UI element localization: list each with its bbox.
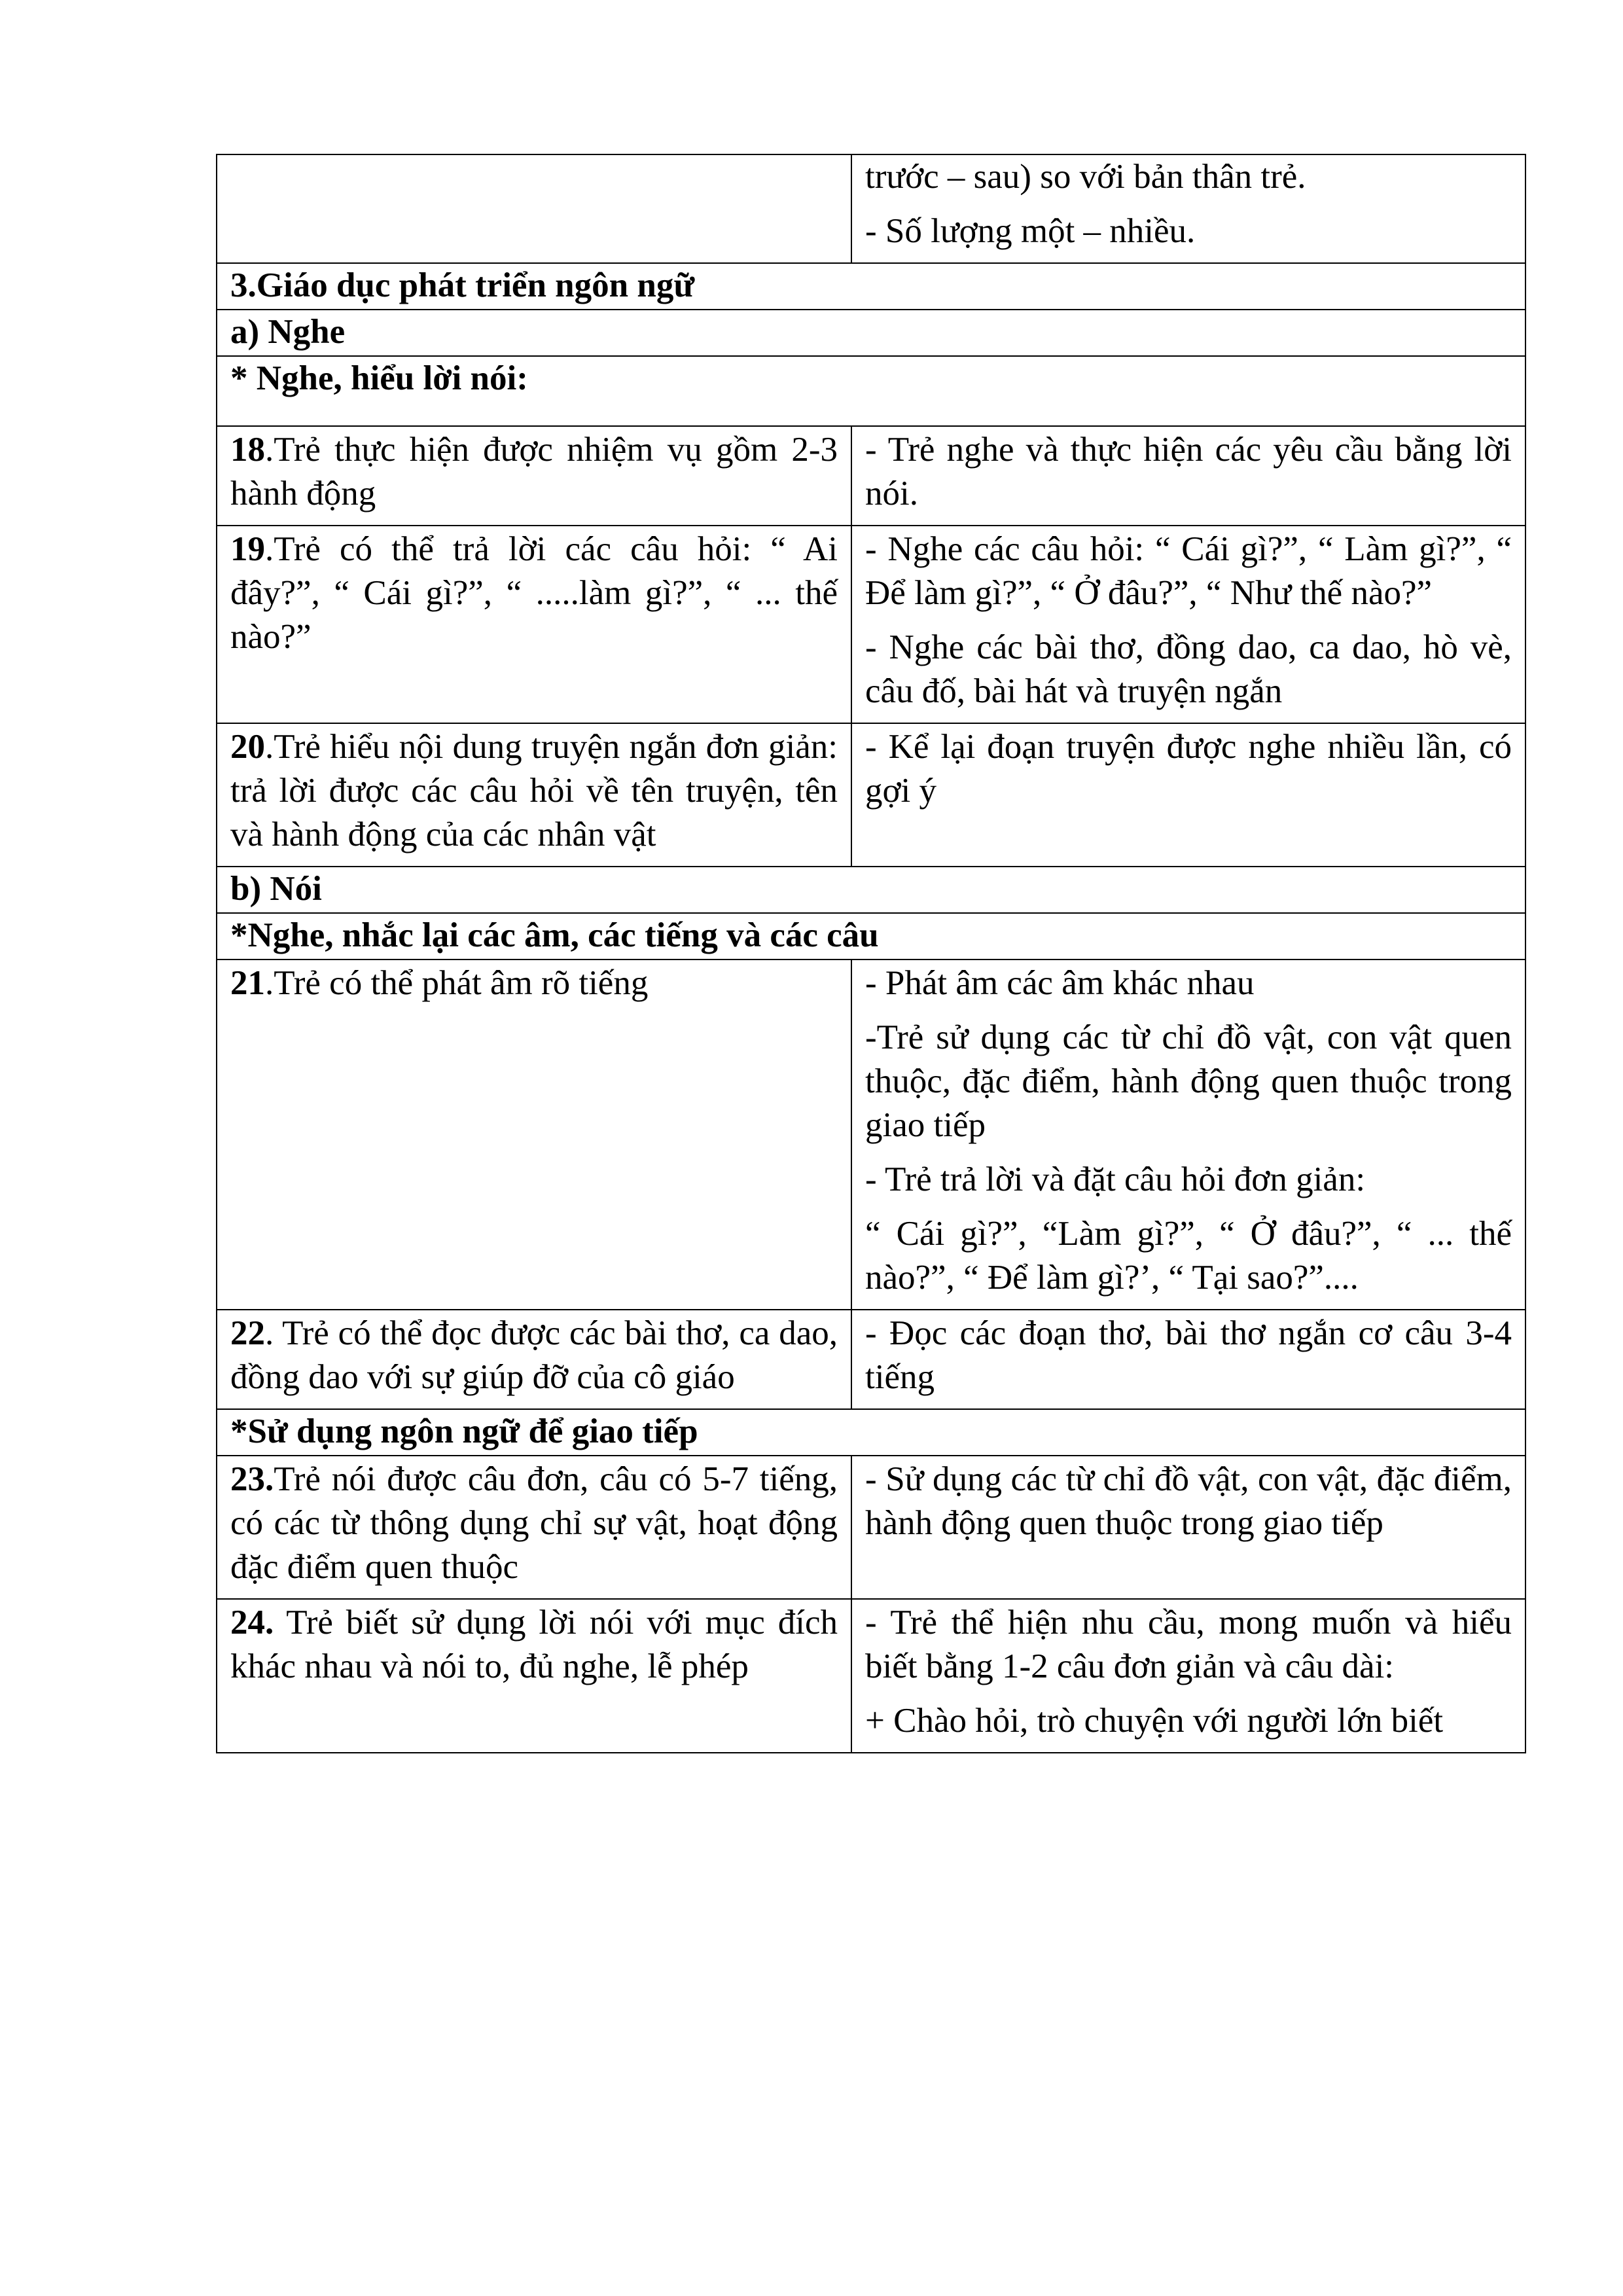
table-row — [217, 263, 1525, 310]
table-row — [217, 154, 1525, 263]
right-cell — [851, 154, 1525, 263]
right-cell — [851, 526, 1525, 723]
section-heading: * Nghe, hiểu lời nói: — [217, 356, 1525, 426]
table-row — [217, 867, 1525, 913]
content-line: “ Cái gì?”, “Làm gì?”, “ Ở đâu?”, “ ... thế nào?”, “ Để làm gì?’, “ Tại sao?”.... — [865, 1215, 1512, 1297]
content-line: - Trẻ thể hiện nhu cầu, mong muốn và hiểu biết bằng 1-2 câu đơn giản và câu dài: — [865, 1604, 1512, 1685]
left-cell — [217, 1310, 851, 1409]
left-cell — [217, 723, 851, 867]
content-line: - Sử dụng các từ chỉ đồ vật, con vật, đặc điểm, hành động quen thuộc trong giao tiếp — [865, 1460, 1512, 1542]
content-line: - Kể lại đoạn truyện được nghe nhiều lần, có gợi ý — [865, 728, 1512, 810]
table-row — [217, 723, 1525, 867]
item-number: 23. — [230, 1460, 274, 1498]
section-heading: b) Nói — [217, 867, 1525, 913]
table-row — [217, 356, 1525, 426]
table-row — [217, 1310, 1525, 1409]
right-cell — [851, 426, 1525, 526]
content-line: - Phát âm các âm khác nhau — [865, 964, 1255, 1002]
item-number: 22 — [230, 1314, 265, 1352]
item-number: 19 — [230, 530, 265, 568]
content-line: -Trẻ sử dụng các từ chỉ đồ vật, con vật quen thuộc, đặc điểm, hành động quen thuộc trong giao tiếp — [865, 1018, 1512, 1144]
right-cell — [851, 1599, 1525, 1753]
right-cell — [851, 1310, 1525, 1409]
item-number: 24. — [230, 1604, 274, 1641]
content-line: - Nghe các câu hỏi: “ Cái gì?”, “ Làm gì?”, “ Để làm gì?”, “ Ở đâu?”, “ Như thế nào?” — [865, 530, 1512, 612]
left-cell — [217, 1599, 851, 1753]
left-cell — [217, 426, 851, 526]
content-table — [216, 154, 1526, 1753]
left-cell — [217, 1456, 851, 1599]
content-line: - Trẻ trả lời và đặt câu hỏi đơn giản: — [865, 1160, 1366, 1198]
section-heading: *Sử dụng ngôn ngữ để giao tiếp — [217, 1409, 1525, 1456]
table-row — [217, 1409, 1525, 1456]
table-row — [217, 526, 1525, 723]
section-heading: 3.Giáo dục phát triển ngôn ngữ — [217, 263, 1525, 310]
item-text: .Trẻ thực hiện được nhiệm vụ gồm 2-3 hành động — [230, 431, 838, 512]
table-row — [217, 913, 1525, 960]
content-line: - Nghe các bài thơ, đồng dao, ca dao, hò vè, câu đố, bài hát và truyện ngắn — [865, 628, 1512, 710]
right-cell — [851, 960, 1525, 1310]
content-line: - Trẻ nghe và thực hiện các yêu cầu bằng lời nói. — [865, 431, 1512, 512]
left-cell — [217, 526, 851, 723]
right-cell — [851, 1456, 1525, 1599]
left-cell — [217, 154, 851, 263]
table-row — [217, 1456, 1525, 1599]
left-cell — [217, 960, 851, 1310]
item-text: Trẻ nói được câu đơn, câu có 5-7 tiếng, có các từ thông dụng chỉ sự vật, hoạt động đặc điểm quen thuộc — [230, 1460, 838, 1586]
item-number: 20 — [230, 728, 265, 766]
item-number: 18 — [230, 431, 265, 469]
table-row — [217, 1599, 1525, 1753]
content-line: - Đọc các đoạn thơ, bài thơ ngắn cơ câu 3-4 tiếng — [865, 1314, 1512, 1396]
item-text: . Trẻ có thể đọc được các bài thơ, ca dao, đồng dao với sự giúp đỡ của cô giáo — [230, 1314, 838, 1396]
content-line: - Số lượng một – nhiều. — [865, 212, 1196, 250]
content-line: trước – sau) so với bản thân trẻ. — [865, 158, 1306, 196]
item-text: Trẻ biết sử dụng lời nói với mục đích khác nhau và nói to, đủ nghe, lễ phép — [230, 1604, 838, 1685]
section-heading: *Nghe, nhắc lại các âm, các tiếng và các câu — [217, 913, 1525, 960]
table-row — [217, 426, 1525, 526]
section-heading: a) Nghe — [217, 310, 1525, 356]
right-cell — [851, 723, 1525, 867]
item-text: .Trẻ có thể phát âm rõ tiếng — [265, 964, 649, 1002]
item-text: .Trẻ có thể trả lời các câu hỏi: “ Ai đây?”, “ Cái gì?”, “ .....làm gì?”, “ ... thế nào?” — [230, 530, 838, 656]
content-line: + Chào hỏi, trò chuyện với người lớn biết — [865, 1702, 1444, 1740]
item-text: .Trẻ hiểu nội dung truyện ngắn đơn giản: trả lời được các câu hỏi về tên truyện, tên và hành động của các nhân vật — [230, 728, 838, 853]
table-row — [217, 960, 1525, 1310]
item-number: 21 — [230, 964, 265, 1002]
table-row — [217, 310, 1525, 356]
